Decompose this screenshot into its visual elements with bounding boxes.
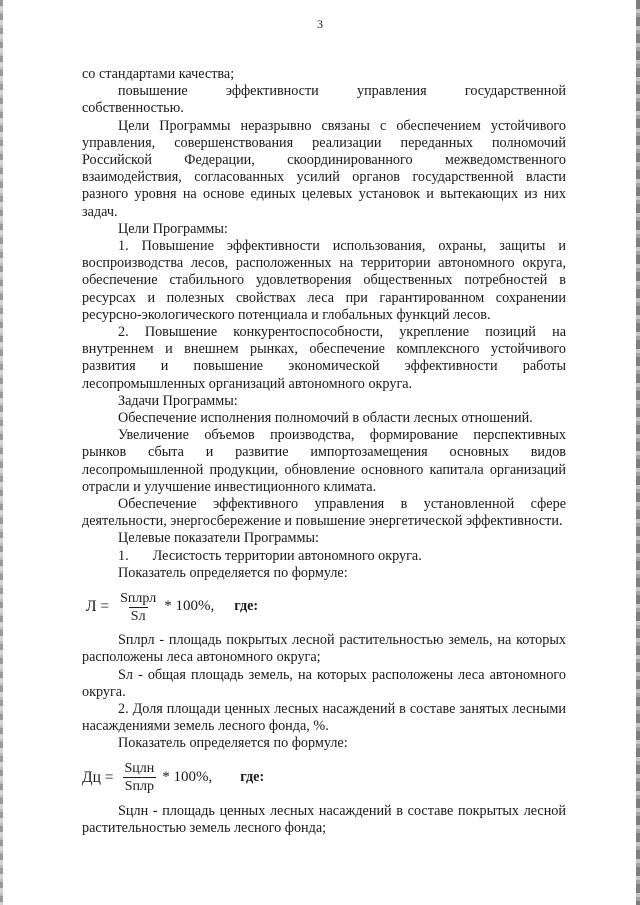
paragraph: Обеспечение эффективного управления в установленной сфере деятельности, энергосбережение и повышение энергетической эффективности. <box>82 496 566 530</box>
paragraph: Цели Программы неразрывно связаны с обеспечением устойчивого управления, совершенствования реализации переданных полномочий Российской Федерации, скоординированного межведомственного взаимодействия, согласованных усилий органов государственной власти разного уровня на основе единых целевых установок и вытекающих из них задач. <box>82 117 566 220</box>
formula-symbol: Л = <box>86 598 110 616</box>
formula-valuable-stands <box>82 753 566 803</box>
indicator-1-heading <box>82 548 566 565</box>
definition: Sцлн - площадь ценных лесных насаждений в составе покрытых лесной растительностью земель лесного фонда; <box>82 802 566 836</box>
paragraph: Задачи Программы: <box>118 392 238 409</box>
indicator-2-heading: 2. Доля площади ценных лесных насаждений в составе занятых лесными насаждениями земель лесного фонда, %. <box>82 700 566 735</box>
formula-where: где: <box>240 768 265 785</box>
paragraph: со стандартами качества; <box>82 66 235 82</box>
indicator-1-formula-intro: Показатель определяется по формуле: <box>118 564 348 581</box>
paragraph: 2. Повышение конкурентоспособности, укрепление позиций на внутреннем и внешнем рынках, обеспечение комплексного устойчивого развития и повышение экономической эффективности работы лесопромышленных организаций автономного округа. <box>82 324 566 392</box>
page-number: 3 <box>317 17 323 31</box>
paragraph: Цели Программы: <box>118 220 228 237</box>
paragraph: 1. Повышение эффективности использования, охраны, защиты и воспроизводства лесов, расположенных на территории автономного округа, обеспечение стабильного удовлетворения общественных потребностей в ресурсах и полезных свойствах леса при гарантированном сохранении ресурсно-экологического потенциала и глобальных функций лесов. <box>82 238 566 323</box>
paragraph: собственностью. <box>82 100 184 117</box>
indicator-1-title: Лесистость территории автономного округа. <box>152 547 422 564</box>
scan-edge-right <box>636 0 640 905</box>
formula-symbol: Дц = <box>82 768 114 786</box>
definition: Sл - общая площадь земель, на которых расположены леса автономного округа. <box>82 666 566 700</box>
document-body <box>82 66 566 837</box>
formula-fraction <box>122 760 156 795</box>
definition: Sплрл - площадь покрытых лесной растительностью земель, на которых расположены леса автономного округа; <box>82 632 566 666</box>
formula-denominator: Sплр <box>124 779 154 795</box>
formula-numerator: Sплрл <box>120 590 157 606</box>
paragraph: Обеспечение исполнения полномочий в области лесных отношений. <box>118 410 533 427</box>
formula-numerator: Sцлн <box>124 761 155 777</box>
paragraph: Увеличение объемов производства, формирование перспективных рынков сбыта и развитие импортозамещения основных видов лесопромышленной продукции, обновление основного капитала организаций отрасли и улучшение инвестиционного климата. <box>82 427 566 495</box>
scan-edge-left <box>0 0 3 905</box>
formula-denominator: Sл <box>130 608 146 624</box>
indicator-2-formula-intro: Показатель определяется по формуле: <box>118 735 348 752</box>
formula-multiplier: * 100%, <box>164 598 215 615</box>
paragraph: повышение эффективности управления государственной <box>118 83 566 100</box>
paragraph: Целевые показатели Программы: <box>118 530 319 547</box>
formula-where: где: <box>234 598 259 615</box>
formula-multiplier: * 100%, <box>162 768 213 785</box>
indicator-1-number: 1. <box>118 547 129 564</box>
formula-fraction <box>118 590 158 625</box>
formula-forest-cover <box>82 582 566 632</box>
